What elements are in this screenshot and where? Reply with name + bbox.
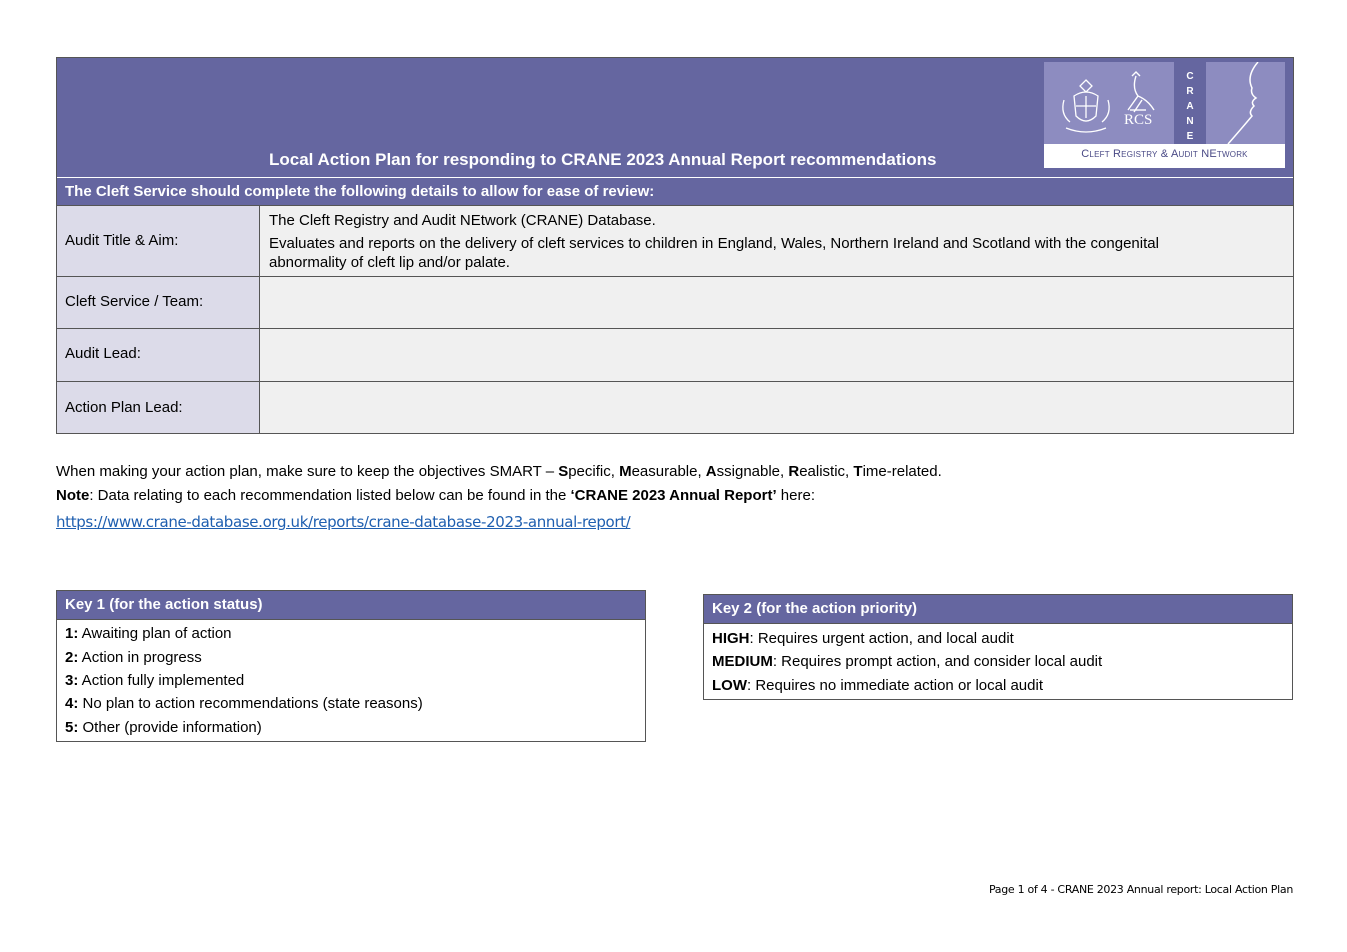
smart-letter: S (558, 463, 569, 480)
smart-word: pecific, (568, 463, 620, 480)
action-plan-lead-label: Action Plan Lead: (65, 399, 183, 416)
audit-title-value-cell[interactable] (260, 206, 1293, 276)
status-text: Other (provide information) (78, 719, 262, 736)
status-code: 4: (65, 695, 79, 712)
face-profile-icon (1206, 62, 1285, 144)
face-profile-panel (1206, 62, 1285, 144)
data-note (56, 487, 815, 504)
title-banner (57, 58, 1293, 177)
priority-text: : Requires no immediate action or local audit (747, 677, 1043, 694)
audit-lead-row (57, 328, 1293, 381)
cleft-service-row (57, 276, 1293, 328)
action-plan-lead-label-cell (57, 382, 260, 433)
smart-word: easurable, (631, 463, 706, 480)
list-item (712, 653, 1102, 670)
status-text: No plan to action recommendations (state reasons) (78, 695, 423, 712)
crane-logo (1044, 62, 1285, 168)
audit-aim-line: Evaluates and reports on the delivery of cleft services to children in England, Wales, Northern Ireland and Scotland with the congenital (269, 235, 1159, 252)
list-item (712, 677, 1043, 694)
list-item (65, 649, 202, 666)
smart-letter: A (705, 463, 717, 480)
status-code: 5: (65, 719, 79, 736)
crane-letter: C (1186, 71, 1194, 82)
key1-status-legend (56, 590, 646, 742)
list-item (65, 719, 262, 736)
audit-aim-line: abnormality of cleft lip and/or palate. (269, 254, 510, 271)
status-text: Action fully implemented (78, 672, 245, 689)
cleft-service-field[interactable] (260, 277, 1293, 328)
smart-prefix: When making your action plan, make sure to keep the objectives SMART – (56, 463, 559, 480)
instruction-bar (57, 177, 1293, 205)
smart-letter: T (853, 463, 863, 480)
coat-of-arms-icon (1056, 70, 1116, 140)
priority-code: HIGH (712, 630, 750, 647)
note-suffix: here: (776, 487, 815, 504)
cleft-service-label: Cleft Service / Team: (65, 293, 204, 310)
rcs-wordmark: RCS (1124, 112, 1153, 128)
audit-title-value: The Cleft Registry and Audit NEtwork (CRANE) Database. (269, 212, 656, 229)
priority-text: : Requires urgent action, and local audit (749, 630, 1014, 647)
list-item (65, 625, 232, 642)
page-title: Local Action Plan for responding to CRANE 2023 Annual Report recommendations (269, 150, 937, 169)
priority-text: : Requires prompt action, and consider local audit (772, 653, 1103, 670)
crest-panel (1044, 62, 1174, 144)
cleft-service-label-cell (57, 277, 260, 328)
crane-bird-icon (1122, 70, 1162, 114)
page-footer: Page 1 of 4 - CRANE 2023 Annual report: Local Action Plan (988, 883, 1293, 896)
priority-code: LOW (712, 677, 747, 694)
audit-lead-field[interactable] (260, 329, 1293, 381)
list-item (65, 695, 423, 712)
status-text: Action in progress (78, 649, 202, 666)
status-code: 1: (65, 625, 79, 642)
key2-title: Key 2 (for the action priority) (704, 595, 1292, 624)
crane-letter: N (1186, 116, 1194, 127)
annual-report-link[interactable]: https://www.crane-database.org.uk/reports/crane-database-2023-annual-report/ (56, 513, 631, 531)
status-code: 2: (65, 649, 79, 666)
smart-word: ssignable, (716, 463, 789, 480)
smart-word: ealistic, (799, 463, 854, 480)
audit-title-label-cell (57, 206, 260, 276)
audit-title-label: Audit Title & Aim: (65, 232, 179, 249)
instruction-text: The Cleft Service should complete the following details to allow for ease of review: (65, 183, 655, 200)
smart-letter: M (619, 463, 632, 480)
smart-guidance (56, 463, 942, 480)
note-text: : Data relating to each recommendation listed below can be found in the (89, 487, 571, 504)
crane-vertical-wordmark (1174, 62, 1206, 144)
smart-word: ime-related. (862, 463, 942, 480)
smart-letter: R (788, 463, 800, 480)
list-item (712, 630, 1014, 647)
report-name: ‘CRANE 2023 Annual Report’ (570, 487, 777, 504)
key1-title: Key 1 (for the action status) (57, 591, 645, 620)
audit-title-row (57, 205, 1293, 276)
action-plan-lead-row (57, 381, 1293, 433)
crane-letter: E (1186, 131, 1194, 142)
action-plan-lead-field[interactable] (260, 382, 1293, 433)
priority-code: MEDIUM (712, 653, 773, 670)
list-item (65, 672, 244, 689)
key2-priority-legend (703, 594, 1293, 700)
status-text: Awaiting plan of action (78, 625, 232, 642)
crane-letter: A (1186, 101, 1194, 112)
crane-letter: R (1186, 86, 1194, 97)
audit-lead-label: Audit Lead: (65, 345, 141, 362)
note-label: Note (56, 487, 90, 504)
status-code: 3: (65, 672, 79, 689)
action-plan-form-table (56, 57, 1294, 434)
audit-lead-label-cell (57, 329, 260, 381)
logo-caption: Cleft Registry & Audit NEtwork (1081, 148, 1248, 160)
